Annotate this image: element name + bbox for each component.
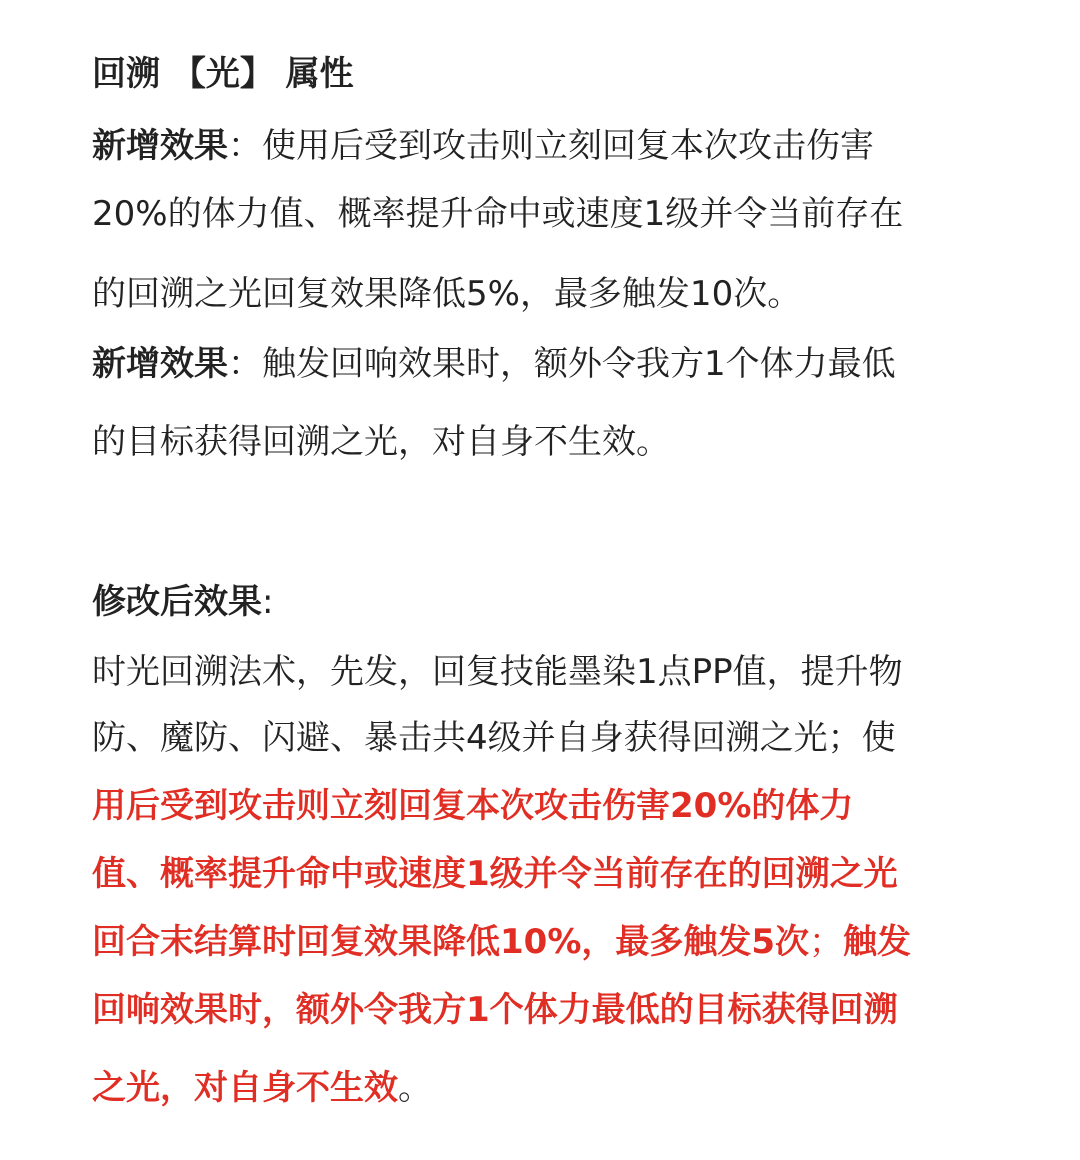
modified-effect-label: 修改后效果 (92, 582, 262, 622)
highlight-line-3-tail: 触发 (843, 922, 912, 962)
new-effect-2-colon: ： (228, 344, 262, 384)
section-heading: 回溯 【光】 属性 (92, 54, 354, 94)
highlight-line-4: 回响效果时，额外令我方1个体力最低的目标获得回溯 (92, 990, 898, 1030)
highlight-line-2: 值、概率提升命中或速度1级并令当前存在的回溯之光 (92, 854, 898, 894)
modified-effect-line-2: 防、魔防、闪避、暴击共4级并自身获得回溯之光；使 (92, 718, 896, 758)
new-effect-2-label: 新增效果 (92, 344, 228, 384)
new-effect-1-line-3: 的回溯之光回复效果降低5%，最多触发10次。 (92, 274, 802, 314)
end-period: 。 (398, 1068, 432, 1108)
highlight-line-3-text: 回合末结算时回复效果降低10%，最多触发5次 (92, 922, 810, 962)
new-effect-1-line-2: 20%的体力值、概率提升命中或速度1级并令当前存在 (92, 194, 904, 234)
modified-effect-line-1: 时光回溯法术，先发，回复技能墨染1点PP值，提升物 (92, 652, 903, 692)
modified-effect-heading (92, 580, 273, 624)
new-effect-2-text-1: 触发回响效果时，额外令我方1个体力最低 (262, 344, 896, 384)
highlight-semicolon: ； (809, 922, 844, 962)
new-effect-1-line-1 (92, 124, 874, 168)
highlight-line-5 (92, 1066, 432, 1110)
highlight-line-5-text: 之光，对自身不生效 (92, 1068, 398, 1108)
modified-effect-colon: : (262, 582, 274, 622)
new-effect-1-label: 新增效果 (92, 126, 228, 166)
highlight-line-3 (92, 920, 911, 964)
new-effect-1-colon: ： (228, 126, 262, 166)
new-effect-2-line-2: 的目标获得回溯之光，对自身不生效。 (92, 422, 670, 462)
highlight-line-1: 用后受到攻击则立刻回复本次攻击伤害20%的体力 (92, 786, 854, 826)
new-effect-1-text-1: 使用后受到攻击则立刻回复本次攻击伤害 (262, 126, 874, 166)
new-effect-2-line-1 (92, 342, 896, 386)
